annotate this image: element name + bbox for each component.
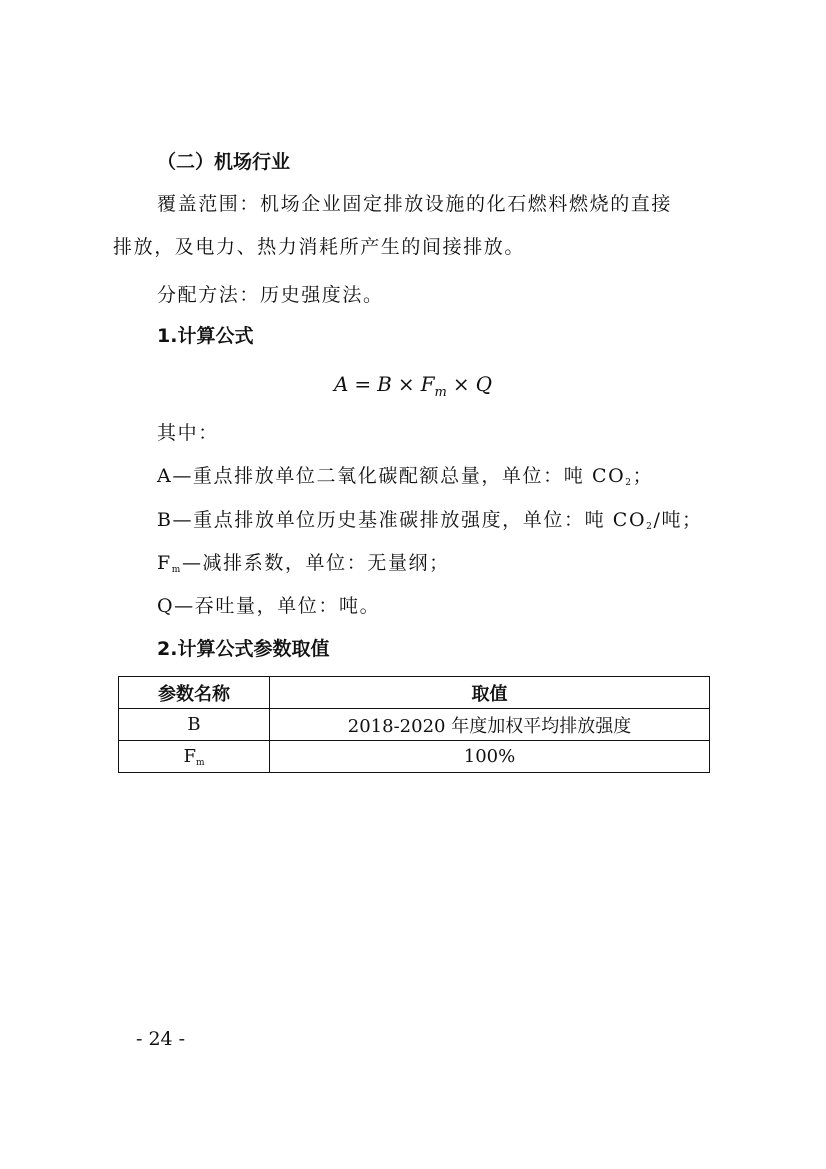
heading-formula: 1.计算公式 — [157, 325, 254, 347]
table-header-row — [119, 677, 710, 709]
table-cell-name — [119, 741, 270, 773]
definition-b-end: /吨； — [653, 509, 703, 531]
heading-params: 2.计算公式参数取值 — [157, 638, 330, 660]
params-table — [118, 676, 710, 773]
definition-f-symbol: F — [157, 552, 172, 574]
coverage-line-1: 覆盖范围：机场企业固定排放设施的化石燃料燃烧的直接 — [157, 193, 673, 215]
definition-b-text: B—重点排放单位历史基准碳排放强度，单位：吨 CO — [157, 509, 647, 531]
table-cell-value: 2018-2020 年度加权平均排放强度 — [270, 709, 710, 741]
table-header-value: 取值 — [270, 677, 710, 709]
where-label: 其中： — [157, 422, 219, 444]
definition-f-subscript: m — [171, 565, 182, 575]
definition-q: Q—吞吐量，单位：吨。 — [157, 595, 381, 617]
allocation-method: 分配方法：历史强度法。 — [157, 284, 384, 306]
coverage-line-2: 排放，及电力、热力消耗所产生的间接排放。 — [113, 236, 526, 258]
formula-a: A — [333, 372, 349, 396]
table-row — [119, 709, 710, 741]
definition-a-subscript: 2 — [625, 478, 633, 488]
table-cell-name: B — [119, 709, 270, 741]
definition-f-text: —减排系数，单位：无量纲； — [181, 552, 450, 574]
formula-times-1: × — [397, 372, 415, 396]
definition-a-end: ； — [632, 465, 654, 487]
formula-f-subscript: m — [434, 385, 447, 400]
formula-f: F — [420, 372, 435, 396]
table-cell-name-subscript: m — [195, 757, 205, 768]
definition-b-subscript: 2 — [646, 522, 654, 532]
definition-b — [157, 506, 703, 541]
table-cell-value: 100% — [270, 741, 710, 773]
definition-a-text: A—重点排放单位二氧化碳配额总量，单位：吨 CO — [157, 465, 626, 487]
section-heading: （二）机场行业 — [157, 151, 291, 173]
table-cell-name-symbol: F — [183, 745, 196, 767]
definition-f — [157, 549, 450, 584]
table-header-name: 参数名称 — [119, 677, 270, 709]
formula — [0, 370, 826, 407]
definition-a — [157, 462, 653, 497]
page-number: - 24 - — [136, 1028, 186, 1050]
formula-q: Q — [475, 372, 493, 396]
formula-equals: = — [354, 372, 372, 396]
formula-b: B — [377, 372, 392, 396]
formula-times-2: × — [452, 372, 470, 396]
table-row — [119, 741, 710, 773]
